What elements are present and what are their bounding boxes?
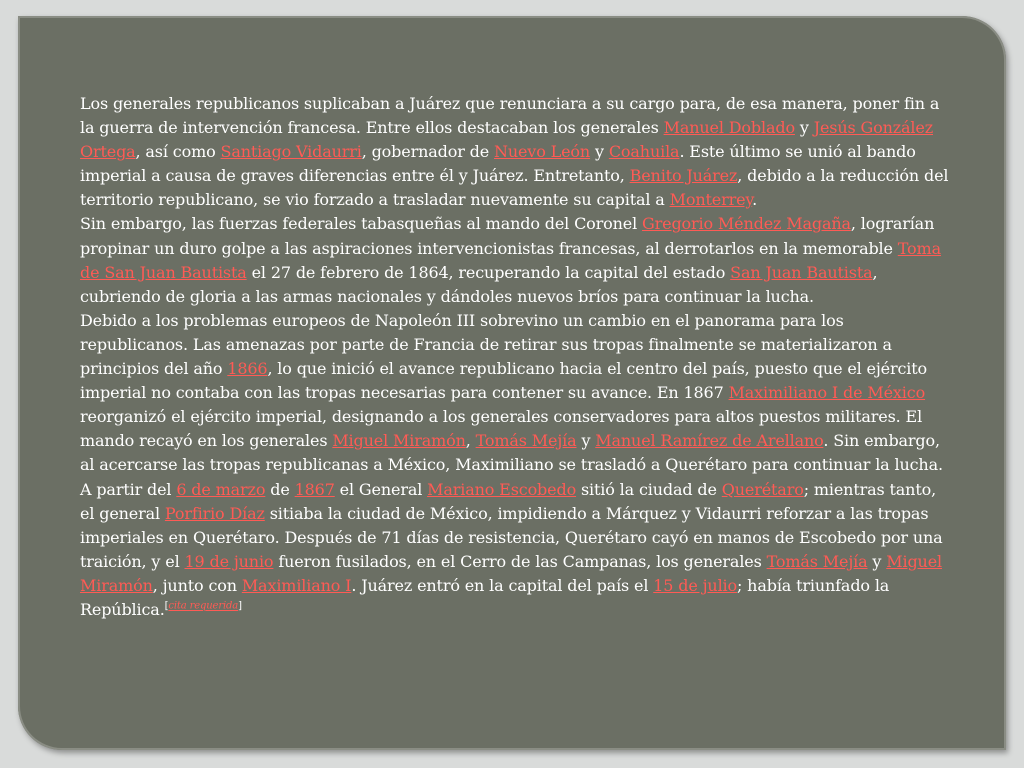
text-run: , [465,431,476,451]
paragraph-3 [80,309,952,478]
text-run: y [576,431,596,451]
paragraph-1 [80,92,952,212]
text-body [80,92,952,622]
citation-needed [165,601,242,612]
wiki-link[interactable]: Benito Juárez [629,166,738,186]
wiki-link[interactable]: Manuel Doblado [663,118,795,138]
wiki-link[interactable]: Toma de San Juan Bautista [80,238,941,282]
wiki-link[interactable]: Maximiliano I [241,575,352,595]
text-run: de [265,479,295,499]
text-run: fueron fusilados, en el Cerro de las Campanas, los generales [273,551,767,571]
text-run: , debido a la reducción del territorio republicano, se vio forzado a trasladar nuevamente su capital a [80,166,949,210]
wiki-link[interactable]: Nuevo León [493,142,591,162]
text-run: y [867,551,887,571]
text-run: , gobernador de [361,142,494,162]
text-run: sitió la ciudad de [576,479,722,499]
text-run: ; mientras tanto, el general [80,479,937,523]
text-run: Los generales republicanos suplicaban a Juárez que renunciara a su cargo para, de esa manera, poner fin a la guerra de intervención francesa. Entre ellos destacaban los generales [80,94,940,138]
text-run: y [590,142,609,162]
text-run: sitiaba la ciudad de México, impidiendo a Márquez y Vidaurri reforzar a las tropas imperiales en Querétaro. Después de 71 días de resistencia, Querétaro cayó en manos de Escobedo por una traición, y el [80,503,943,571]
wiki-link[interactable]: Querétaro [721,479,804,499]
paragraph-2 [80,212,952,308]
wiki-link[interactable]: 19 de junio [184,551,274,571]
text-run: A partir del [80,479,177,499]
wiki-link[interactable]: 1866 [227,359,268,379]
wiki-link[interactable]: Miguel Miramón [332,431,466,451]
text-run: . Juárez entró en la capital del país el [351,575,654,595]
wiki-link[interactable]: 1867 [294,479,335,499]
text-run: , lo que inició el avance republicano hacia el centro del país, puesto que el ejército imperial no contaba con las tropas necesarias para contener su avance. En 1867 [80,359,928,403]
text-run: Sin embargo, las fuerzas federales tabasqueñas al mando del Coronel [80,214,643,234]
wiki-link[interactable]: Mariano Escobedo [427,479,577,499]
wiki-link[interactable]: cita requerida [168,600,239,612]
text-run: ; había triunfado la República. [80,575,890,619]
paragraph-4 [80,478,952,623]
wiki-link[interactable]: San Juan Bautista [730,262,873,282]
wiki-link[interactable]: Manuel Ramírez de Arellano [595,431,824,451]
wiki-link[interactable]: Coahuila [608,142,680,162]
wiki-link[interactable]: Monterrey [669,190,753,210]
text-run: . Este último se unió al bando imperial a causa de graves diferencias entre él y Juárez. Entretanto, [80,142,916,186]
wiki-link[interactable]: Miguel Miramón [80,551,942,595]
citation-bracket: ] [238,600,242,612]
text-run: . Sin embargo, al acercarse las tropas republicanas a México, Maximiliano se trasladó a Querétaro para continuar la lucha. [80,431,943,475]
wiki-link[interactable]: Gregorio Méndez Magaña [642,214,851,234]
wiki-link[interactable]: Tomás Mejía [766,551,868,571]
citation-bracket: [ [164,600,169,612]
wiki-link[interactable]: Jesús González Ortega [80,118,934,162]
text-run: . [752,190,758,210]
wiki-link[interactable]: Tomás Mejía [475,431,577,451]
text-run: , así como [135,142,221,162]
text-run: reorganizó el ejército imperial, designando a los generales conservadores para altos puestos militares. El mando recayó en los generales [80,407,923,451]
wiki-link[interactable]: Maximiliano I de México [728,383,926,403]
text-run: y [794,118,814,138]
wiki-link[interactable]: Santiago Vidaurri [220,142,362,162]
text-run: , lograrían propinar un duro golpe a las aspiraciones intervencionistas francesas, al derrotarlos en la memorable [80,214,935,258]
wiki-link[interactable]: Porfirio Díaz [164,503,265,523]
text-run: , junto con [152,575,242,595]
text-run: Debido a los problemas europeos de Napoleón III sobrevino un cambio en el panorama para los republicanos. Las amenazas por parte de Francia de retirar sus tropas finalmente se materializaron a principios del año [80,310,892,379]
text-run: el General [334,479,428,499]
text-run: , cubriendo de gloria a las armas nacionales y dándoles nuevos bríos para continuar la lucha. [80,262,878,306]
wiki-link[interactable]: 15 de julio [653,575,737,595]
wiki-link[interactable]: 6 de marzo [176,479,266,499]
text-run: el 27 de febrero de 1864, recuperando la capital del estado [246,262,731,282]
